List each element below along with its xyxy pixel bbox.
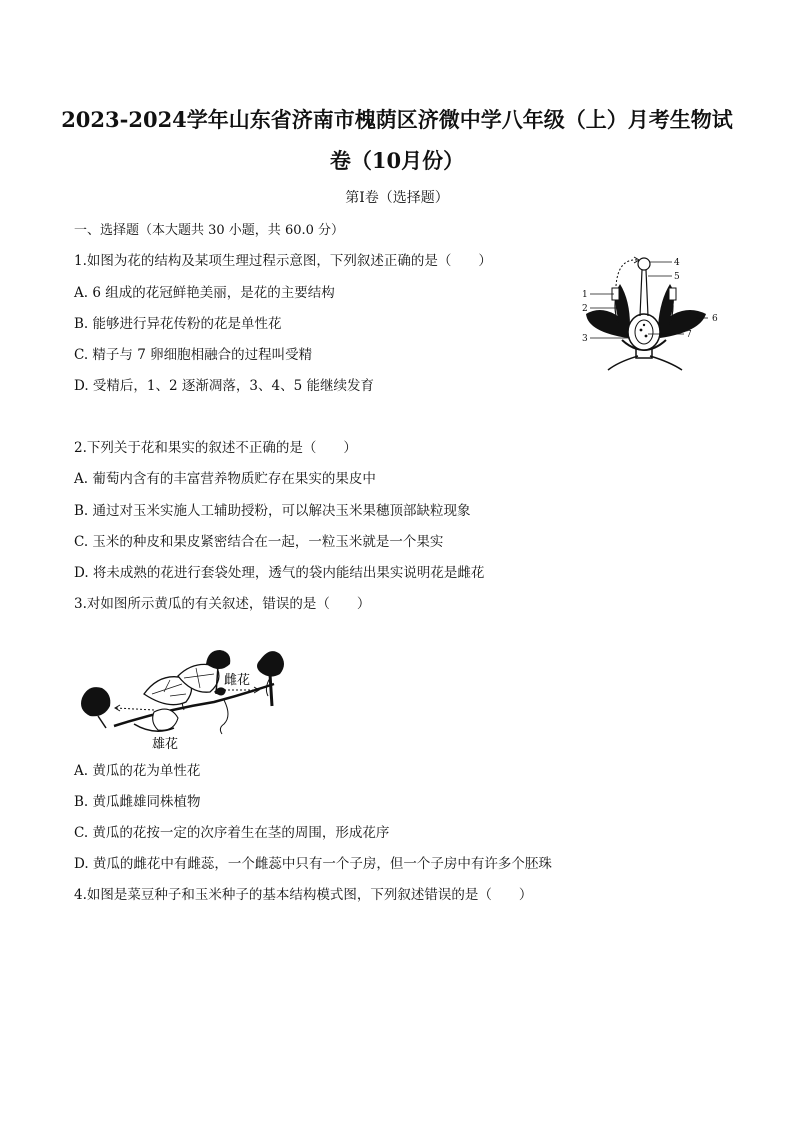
question-1-option-d: D. 受精后，1、2 逐渐凋落，3、4、5 能继续发育 [74,378,374,394]
flower-label-4: 4 [674,258,680,268]
question-1-option-a: A. 6 组成的花冠鲜艳美丽，是花的主要结构 [74,285,335,301]
female-flower-label: 雌花 [224,673,251,688]
cucumber-figure [74,644,296,752]
question-2-stem: 2.下列关于花和果实的叙述不正确的是（ ） [74,440,357,456]
question-2-option-d: D. 将未成熟的花进行套袋处理，透气的袋内能结出果实说明花是雌花 [74,565,485,581]
question-3-option-b: B. 黄瓜雌雄同株植物 [74,794,201,810]
flower-label-6: 6 [712,314,718,324]
section-title: 第I卷（选择题） [345,190,449,206]
flower-label-7: 7 [686,330,692,340]
flower-label-2: 2 [582,304,588,314]
question-2-option-a: A. 葡萄内含有的丰富营养物质贮存在果实的果皮中 [74,471,376,487]
male-flower-label: 雄花 [152,737,179,752]
question-2-option-c: C. 玉米的种皮和果皮紧密结合在一起，一粒玉米就是一个果实 [74,534,444,550]
question-3-option-a: A. 黄瓜的花为单性花 [74,763,201,779]
flower-label-1: 1 [582,290,588,300]
flower-label-5: 5 [674,272,680,282]
flower-label-3: 3 [582,334,588,344]
flower-structure-figure [578,252,726,374]
question-2-option-b: B. 通过对玉米实施人工辅助授粉，可以解决玉米果穗顶部缺粒现象 [74,503,471,519]
document-title-line-1: 2023-2024学年山东省济南市槐荫区济微中学八年级（上）月考生物试 [61,107,733,132]
question-3-option-d: D. 黄瓜的雌花中有雌蕊，一个雌蕊中只有一个子房，但一个子房中有许多个胚珠 [74,856,552,872]
question-3-stem: 3.对如图所示黄瓜的有关叙述，错误的是（ ） [74,596,371,612]
question-4-stem: 4.如图是菜豆种子和玉米种子的基本结构模式图，下列叙述错误的是（ ） [74,887,533,903]
question-1-stem: 1.如图为花的结构及某项生理过程示意图，下列叙述正确的是（ ） [74,253,492,269]
question-1-option-b: B. 能够进行异花传粉的花是单性花 [74,316,282,332]
question-1-option-c: C. 精子与 7 卵细胞相融合的过程叫受精 [74,347,313,363]
document-title-line-2: 卷（10月份） [329,148,465,173]
question-3-option-c: C. 黄瓜的花按一定的次序着生在茎的周围，形成花序 [74,825,390,841]
part-heading: 一、选择题（本大题共 30 小题，共 60.0 分） [74,223,345,238]
